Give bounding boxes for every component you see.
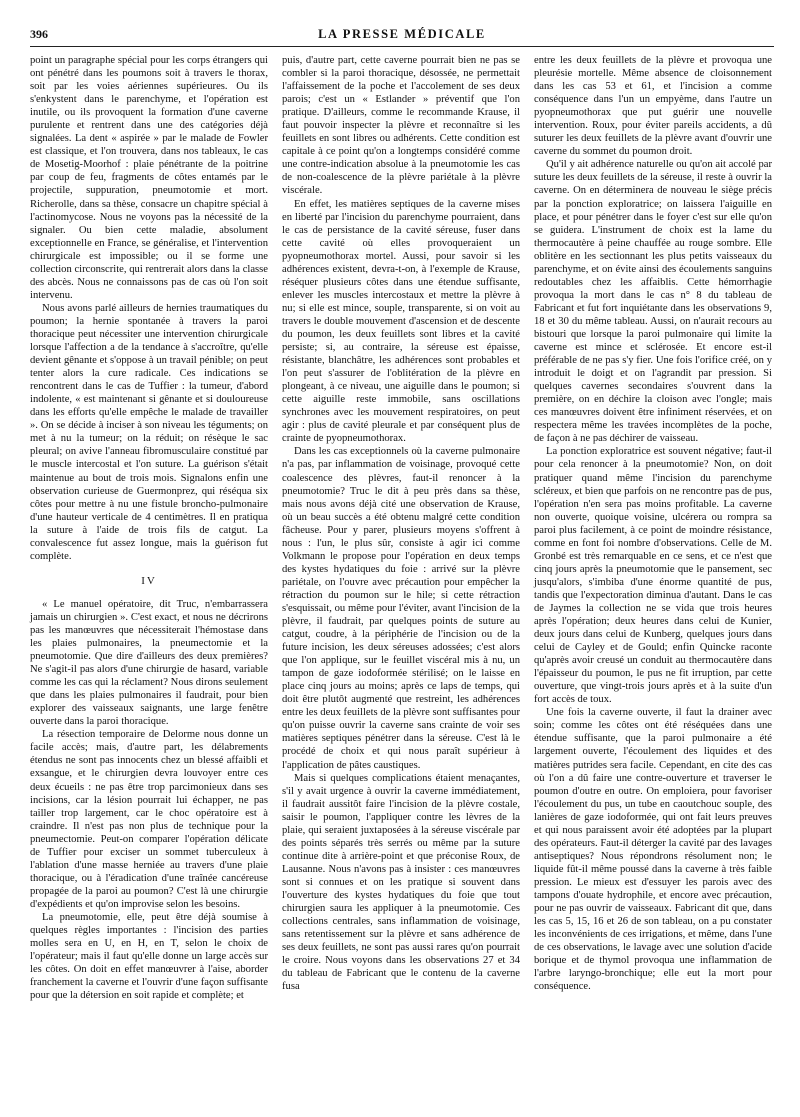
paragraph: « Le manuel opératoire, dit Truc, n'embarrassera jamais un chirurgien ». C'est exact, et nous ne décrirons pas les manœuvres que nécessiterait l'hémostase dans les plaies pulmonaires, la pneumectomie et la pneumotomie. Que dire d'ailleurs des deux premières? Ne s'agit-il pas alors d'une chirurgie de hasard, variable comme les cas qui la réclament? Nous dirons seulement que dans les plaies pulmonaires il faudrait, pour bien explorer des vaisseaux saignants, une large fenêtre ouverte dans la paroi thoracique.	[30, 598, 268, 728]
journal-title: LA PRESSE MÉDICALE	[318, 27, 486, 41]
column-left	[30, 54, 268, 1002]
paragraph: point un paragraphe spécial pour les corps étrangers qui ont pénétré dans les poumons soit à travers le thorax, soit par les voies aériennes supérieures. Ou ils s'enkystent dans le parenchyme, et l'opération est inutile, ou ils provoquent la formation d'une caverne purulente et rentrent dans une des catégories déjà signalées. La dent « aspirée » par le malade de Fowler est classique, et l'on trouvera, dans nos tableaux, le cas de Mosetig-Moorhof : plaie pénétrante de la poitrine par coup de feu, fragments de côtes entamés par le projectile, suppuration, pneumotomie et mort. Richerolle, dans sa thèse, consacre un chapitre spécial à l'actinomycose. Nous ne voyons pas la nécessité de la signaler. Ou bien cette maladie, absolument exceptionnelle en France, se généralise, et l'intervention chirurgicale est impossible; ou il se forme une collection circonscrite, qui rentrerait alors dans la classe des abcès. Nous ne connaissons pas de cas où l'on soit intervenu.	[30, 55, 268, 301]
paragraph: Mais si quelques complications étaient menaçantes, s'il y avait urgence à ouvrir la caverne immédiatement, il faudrait aussitôt faire l'incision de la plèvre costale, saisir le poumon, l'appliquer contre les lèvres de la plaie, qui seraient juxtaposées à la séreuse viscérale par des points séparés très serrés ou même par la suture continue dite à arrière-point et que préconise Roux, de Lausanne. Nous n'avons pas à insister : ces manœuvres sont si connues et on les pratique si souvent dans l'ouverture des kystes hydatiques du foie que tout chirurgien saura les appliquer à la pneumotomie. Ces collections centrales, sans inflammation de voisinage, sans retentissement sur la plèvre et sans adhérence de ses deux feuillets, ne sont pas aussi rares qu'on pourrait le croire. Nous voyons dans les observations 27 et 34 du tableau de Fabricant que le contenu de la caverne fusa	[282, 772, 520, 993]
column-right	[534, 54, 772, 993]
section-number: IV	[141, 574, 157, 587]
paragraph: Nous avons parlé ailleurs de hernies traumatiques du poumon; la hernie spontanée à travers la paroi thoracique peut nécessiter une intervention chirurgicale lorsque l'affection a de la tendance à s'accroître, qu'elle devient gênante et s'oppose à un travail pénible; on peut tenter alors la cure radicale. Ces indications se rencontrent dans le cas de Tuffier : la tumeur, d'abord indolente, « est maintenant si gênante et si douloureuse dans les efforts qu'elle empêche le malade de travailler ». On se décide à inciser à son niveau les téguments; on met à nu la tumeur; on la réduit; on résèque le sac pleural; on avive l'anneau fibromusculaire constitué par le muscle intercostal et l'on suture. La guérison s'était maintenue au bout de trois mois. Signalons enfin une observation curieuse de Guermonprez, qui réséqua six côtes pour mettre à nu une fistule broncho-pulmonaire d'une hauteur verticale de 4 centimètres. Il en pratiqua la suture à l'aide de trois fils de catgut. La convalescence fut assez longue, mais la guérison fut complète.	[30, 302, 268, 562]
paragraph: La ponction exploratrice est souvent négative; faut-il pour cela renoncer à la pneumotomie? Non, on doit pratiquer quand même l'incision du parenchyme scléreux, et bien que parfois on ne rencontre pas de pus, l'opération n'en sera pas moins profitable. La caverne non ouverte, quoique voisine, ulcérera ou rompra sa paroi plus facilement, à ce point de moindre résistance, comme en font foi nombre d'observations. Celle de M. Gronbé est très remarquable en ce sens, et ce n'est que cinq jours après la pneumotomie que le pansement, sec jusqu'alors, s'imbiba d'une énorme quantité de pus, tandis que l'expectoration diminua d'autant. Dans le cas de Jaymes la collection ne se vida que trois heures après l'opération; deux heures dans celui de Kunier, deux jours dans celui de Kunberg, quelques jours dans celui de Cayley et de Gould; enfin Quincke raconte qu'après avoir creusé un conduit au thermocautère dans l'épaisseur du poumon, le pus ne fit irruption, par cette ouverture, que vingt-trois jours après et à la suite d'un fort accès de toux.	[534, 446, 772, 706]
page-header	[30, 27, 774, 45]
paragraph: Une fois la caverne ouverte, il faut la drainer avec soin; comme les côtes ont été réséquées dans une étendue suffisante, que la paroi pulmonaire a été largement ouverte, l'écoulement des liquides et des matières putrides sera facile. Cependant, en cite des cas où l'on a dû faire une contre-ouverture et traverser le poumon d'outre en outre. On emploiera, pour favoriser l'écoulement du pus, un tube en caoutchouc souple, des lanières de gaze iodoformée, qui ont fait leurs preuves et qui nous paraissent avoir été adoptées par la plupart des opérateurs. Faut-il déterger la cavité par des lavages antiseptiques? Nous répondrons résolument non; le liquide fût-il même poussé dans la caverne à très faible pression. Le mieux est d'essuyer les parois avec des tampons d'ouate hydrophile, et encore avec précaution, pour ne pas ouvrir de vaisseaux. Fabricant dit que, dans les cas 5, 15, 16 et 26 de son tableau, on a pu constater les inconvénients de ces irrigations, et même, dans l'une de ces observations, le lavage avec une solution d'acide borique et de thymol provoqua une inflammation de l'arbre laryngo-bronchique; elle eut la mort pour conséquence.	[534, 707, 772, 993]
paragraph: Dans les cas exceptionnels où la caverne pulmonaire n'a pas, par inflammation de voisinage, provoqué cette coalescence des plèvres, faut-il renoncer à la pneumotomie? Truc le dit à peu près dans sa thèse, mais nous avons déjà cité une observation de Krause, où un beau succès a été obtenu malgré cette condition fâcheuse. Pour y parer, plusieurs moyens s'offrent à nous : l'un, le plus sûr, consiste à agir ici comme Volkmann le propose pour l'opération en deux temps des kystes hydatiques du foie : arrivé sur la plèvre pariétale, on l'ouvre avec précaution pour empêcher la rétraction du poumon sur le hile; si cette rétraction s'esquissait, ou même pour l'éviter, avant l'incision de la plèvre, il faudrait, par quelques points de suture au catgut, coudre, à la périphérie de l'incision ou de la future incision, les deux séreuses adossées; c'est alors que l'on applique, sur le feuillet viscéral mis à nu, un tampon de gaze iodoformée stérilisé; on le laisse en place cinq jours au moins; après ce laps de temps, qui doit être plutôt augmenté que restreint, les adhérences entre les deux feuillets de la plèvre sont suffisantes pour qu'on puisse ouvrir la caverne sans crainte de voir ses matières septiques pénétrer dans la séreuse. C'est là le procédé de choix et qui nous paraît supérieur à l'application de pâtes caustiques.	[282, 446, 520, 771]
paragraph: La résection temporaire de Delorme nous donne un facile accès; mais, d'autre part, les délabrements étendus ne sont pas innocents chez un blessé affaibli et exsangue, et le chirurgien devra louvoyer entre ces deux écueils : ne pas être trop parcimonieux dans ses incisions, car la lésion pourrait lui échapper, ne pas tailler trop largement, car le choc opératoire est à craindre. Il n'est pas non plus de technique pour la pneumectomie. Peut-on comparer l'opération délicate de Tuffier pour exciser un sommet tuberculeux à l'ablation d'une masse herniée au travers d'une plaie thoracique, ou à l'éradication d'une traînée cancéreuse propagée de la paroi au poumon? C'est là une chirurgie d'expédients et qu'on improvise selon les besoins.	[30, 729, 268, 910]
paragraph: Qu'il y ait adhérence naturelle ou qu'on ait accolé par suture les deux feuillets de la séreuse, il reste à ouvrir la caverne. On en déterminera de nouveau le siège précis par la ponction exploratrice; on laissera l'aiguille en place, et pour pénétrer dans le foyer c'est sur elle qu'on se guidera. L'instrument de choix est la lame du thermocautère à peine chauffée au rouge sombre. Elle oblitère en les sectionnant les plus petits vaisseaux du parenchyme, et on évite ainsi des écoulements sanguins redoutables chez les affaiblis. Cette hémorrhagie provoqua la mort dans le cas n° 8 du tableau de Fabricant et fut fort inquiétante dans les observations 9, 18 et 30 du même tableau. Aussi, on n'aurait recours au bistouri que lorsque la paroi pulmonaire qui limite la caverne est mince et sclérosée. Et encore est-il préférable de ne pas s'y fier. Une fois l'orifice créé, on y introduit le doigt et on l'agrandit par pression. Si quelques cavernes secondaires s'ouvrent dans la première, on en déchire la cloison avec l'ongle; mais ces manœuvres doivent être infiniment réservées, et on respectera même les travées incomplètes de la poche, de façon à ne pas déchirer de vaisseau.	[534, 159, 772, 445]
paragraph: En effet, les matières septiques de la caverne mises en liberté par l'incision du parenchyme pourraient, dans le cas de persistance de la cavité séreuse, fuser dans cette cavité où elles provoqueraient un pyopneumothorax mortel. Aussi, pour savoir si les adhérences existent, devra-t-on, à l'exemple de Krause, réséquer plusieurs côtes dans une étendue suffisante, enlever les muscles intercostaux et mettre la plèvre à nu; si elle est mince, souple, transparente, si on voit au travers le double mouvement d'ascension et de descente du poumon, les deux feuillets sont libres et la cavité persiste; si, au contraire, la séreuse est épaisse, résistante, blanchâtre, les adhérences sont probables et l'on peut s'assurer de l'oblitération de la plèvre en plongeant, à ce niveau, une aiguille dans le poumon; si cette aiguille reste immobile, sans oscillations synchrones avec les mouvement respiratoires, on peut agir : plus de cavité pleurale et par conséquent plus de crainte de pyopneumothorax.	[282, 198, 520, 445]
paragraph: entre les deux feuillets de la plèvre et provoqua une pleurésie mortelle. Même absence de cloisonnement dans les cas 53 et 61, et l'incision a comme conséquence dans l'un un empyème, dans l'autre un pyopneumothorax que put guérir une nouvelle intervention. Roux, pour éviter pareils accidents, a dû suturer les deux feuillets de la plèvre avant d'ouvrir une caverne du sommet du poumon droit.	[534, 55, 772, 158]
paragraph: puis, d'autre part, cette caverne pourrait bien ne pas se combler si la paroi thoracique, désossée, ne permettait l'affaissement de la poche et l'accolement de ses deux parois; c'est un « Estlander » préventif que l'on pratique. D'ailleurs, comme le recommande Krause, il faut pouvoir inspecter la plèvre et reconnaître si les feuillets en sont libres ou adhérents. Cette condition est capitale à ce point qu'on a longtemps considéré comme une contre-indication absolue à la pneumotomie les cas de non-coalescence de la plèvre pariétale à la plèvre viscérale.	[282, 55, 520, 197]
column-middle	[282, 54, 520, 993]
paragraph: La pneumotomie, elle, peut être déjà soumise à quelques règles importantes : l'incision des parties molles sera en U, en H, en T, selon le choix de l'opérateur; mais il faut qu'elle donne un large accès sur les côtes. On doit en effet manœuvrer à l'aise, aborder franchement la caverne et l'ouvrir d'une façon suffisante pour que la détersion en soit rapide et complète; et	[30, 912, 268, 1002]
header-rule	[30, 46, 774, 47]
page-number: 396	[30, 27, 48, 41]
